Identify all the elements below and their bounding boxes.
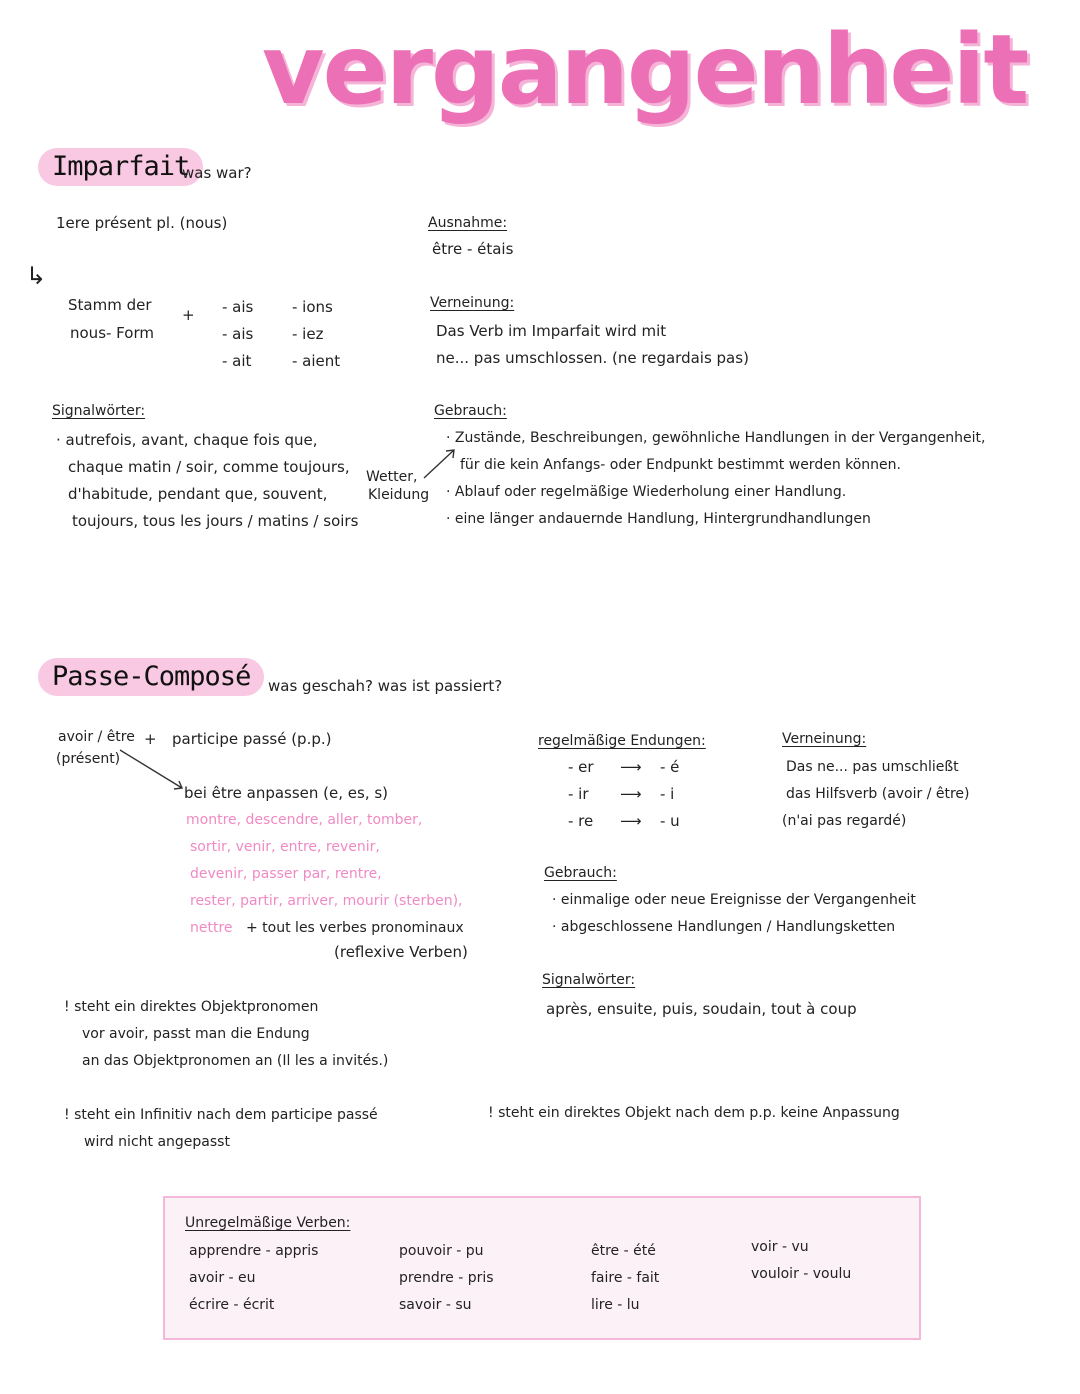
present-label: (présent) (56, 751, 121, 767)
ending: - ais (222, 298, 254, 316)
pc-gebrauch-list (552, 887, 916, 941)
irregular-verb: vouloir - voulu (751, 1266, 852, 1282)
plus-sign: + (144, 730, 157, 748)
irregular-col-3 (591, 1238, 659, 1319)
irregular-verb: pouvoir - pu (399, 1243, 484, 1259)
endung-row (568, 781, 680, 808)
note-line: ! steht ein Infinitiv nach dem participe passé (64, 1107, 378, 1123)
stamm-line2: nous- Form (70, 324, 154, 342)
endung-row (568, 808, 680, 835)
endung-row (568, 754, 680, 781)
endungen-table (568, 754, 680, 835)
bei-etre-label: bei être anpassen (e, es, s) (184, 784, 389, 802)
wetter-label: Wetter, (366, 469, 418, 485)
irregular-col-1 (189, 1238, 318, 1319)
endings-left (222, 294, 253, 375)
avoir-etre: avoir / être (58, 729, 135, 745)
endung-to: - i (660, 785, 675, 803)
pc-signal-label: Signalwörter: (542, 972, 636, 988)
ending: - ais (222, 325, 254, 343)
signal-line: chaque matin / soir, comme toujours, (68, 458, 350, 476)
imparfait-verneinung-line1: Das Verb im Imparfait wird mit (436, 322, 667, 340)
signal-line: · autrefois, avant, chaque fois que, (56, 431, 318, 449)
note-line: an das Objektpronomen an (Il les a invités.) (82, 1053, 389, 1069)
imparfait-question: was war? (182, 164, 252, 182)
endung-arrow-icon: ⟶ (620, 812, 642, 830)
imparfait-gebrauch-label: Gebrauch: (434, 403, 507, 419)
signal-line: d'habitude, pendant que, souvent, (68, 485, 328, 503)
imparfait-verneinung-line2: ne... pas umschlossen. (ne regardais pas) (436, 349, 749, 367)
pink-verb-line: rester, partir, arriver, mourir (sterben), (190, 893, 463, 909)
ending: - iez (292, 325, 324, 343)
ending: - ions (292, 298, 333, 316)
stamm-line1: Stamm der (68, 296, 152, 314)
note-line: wird nicht angepasst (84, 1134, 230, 1150)
note-line: ! steht ein direktes Objektpronomen (64, 999, 319, 1015)
irregular-verb: écrire - écrit (189, 1297, 275, 1313)
pink-verb-line: sortir, venir, entre, revenir, (190, 839, 380, 855)
pc-verneinung-label: Verneinung: (782, 731, 867, 747)
irregular-verb: savoir - su (399, 1297, 472, 1313)
ending: - ait (222, 352, 252, 370)
irregular-verb: prendre - pris (399, 1270, 494, 1286)
note-objektpronomen (64, 994, 388, 1075)
irregular-verb: être - été (591, 1243, 656, 1259)
note-direktes-objekt: ! steht ein direktes Objekt nach dem p.p. keine Anpassung (488, 1105, 900, 1121)
irregular-verb: faire - fait (591, 1270, 660, 1286)
endung-from: - er (568, 758, 594, 776)
irregular-label: Unregelmäßige Verben: (185, 1215, 351, 1231)
note-infinitiv (64, 1102, 378, 1156)
pc-verneinung-list (782, 754, 970, 835)
note-line: vor avoir, passt man die Endung (82, 1026, 310, 1042)
endungen-label: regelmäßige Endungen: (538, 733, 706, 749)
gebrauch-line: · einmalige oder neue Ereignisse der Vergangenheit (552, 892, 916, 908)
gebrauch-line: · abgeschlossene Handlungen / Handlungsketten (552, 919, 896, 935)
irregular-verb: apprendre - appris (189, 1243, 319, 1259)
ending: - aient (292, 352, 341, 370)
irregular-col-4 (751, 1234, 851, 1288)
ausnahme-label: Ausnahme: (428, 215, 508, 231)
irregular-verb: avoir - eu (189, 1270, 256, 1286)
irregular-verb: lire - lu (591, 1297, 640, 1313)
imparfait-heading: Imparfait (38, 148, 203, 186)
endung-from: - ir (568, 785, 589, 803)
verneinung-line: Das ne... pas umschließt (786, 759, 959, 775)
imparfait-gebrauch-list (446, 425, 986, 533)
participe-label: participe passé (p.p.) (172, 730, 332, 748)
passe-compose-heading: Passe-Composé (38, 658, 264, 696)
endung-arrow-icon: ⟶ (620, 758, 642, 776)
pc-signal-text: après, ensuite, puis, soudain, tout à coup (546, 1000, 857, 1018)
kleidung-label: Kleidung (368, 487, 430, 503)
gebrauch-line: · Ablauf oder regelmäßige Wiederholung einer Handlung. (446, 484, 847, 500)
imparfait-signal-list (56, 427, 358, 535)
verneinung-line: das Hilfsverb (avoir / être) (786, 786, 970, 802)
pronominaux-label: + tout les verbes pronominaux (246, 920, 464, 936)
imparfait-formation-intro: 1ere présent pl. (nous) (56, 214, 228, 232)
verneinung-line: (n'ai pas regardé) (782, 813, 907, 829)
arrow-icon: ↳ (26, 262, 47, 290)
reflexive-label: (reflexive Verben) (334, 943, 468, 961)
endung-to: - u (660, 812, 680, 830)
ausnahme-text: être - étais (432, 240, 514, 258)
pink-verb-line: montre, descendre, aller, tomber, (186, 812, 423, 828)
gebrauch-line: für die kein Anfangs- oder Endpunkt bestimmt werden können. (460, 457, 901, 473)
pink-verb-line: devenir, passer par, rentre, (190, 866, 382, 882)
irregular-verb: voir - vu (751, 1239, 809, 1255)
plus-sign: + (182, 306, 195, 324)
endung-to: - é (660, 758, 680, 776)
signal-line: toujours, tous les jours / matins / soirs (72, 512, 359, 530)
irregular-col-2 (399, 1238, 494, 1319)
pink-verb-line: nettre (190, 920, 233, 936)
etre-arrow-icon (118, 748, 190, 794)
irregular-verbs-box (163, 1196, 921, 1340)
gebrauch-line: · eine länger andauernde Handlung, Hintergrundhandlungen (446, 511, 871, 527)
page-title: vergangenheit (262, 14, 1028, 126)
imparfait-signal-label: Signalwörter: (52, 403, 146, 419)
imparfait-verneinung-label: Verneinung: (430, 295, 515, 311)
endings-right (292, 294, 340, 375)
passe-compose-question: was geschah? was ist passiert? (268, 677, 503, 695)
endung-arrow-icon: ⟶ (620, 785, 642, 803)
gebrauch-line: · Zustände, Beschreibungen, gewöhnliche Handlungen in der Vergangenheit, (446, 430, 986, 446)
endung-from: - re (568, 812, 594, 830)
pc-gebrauch-label: Gebrauch: (544, 865, 617, 881)
